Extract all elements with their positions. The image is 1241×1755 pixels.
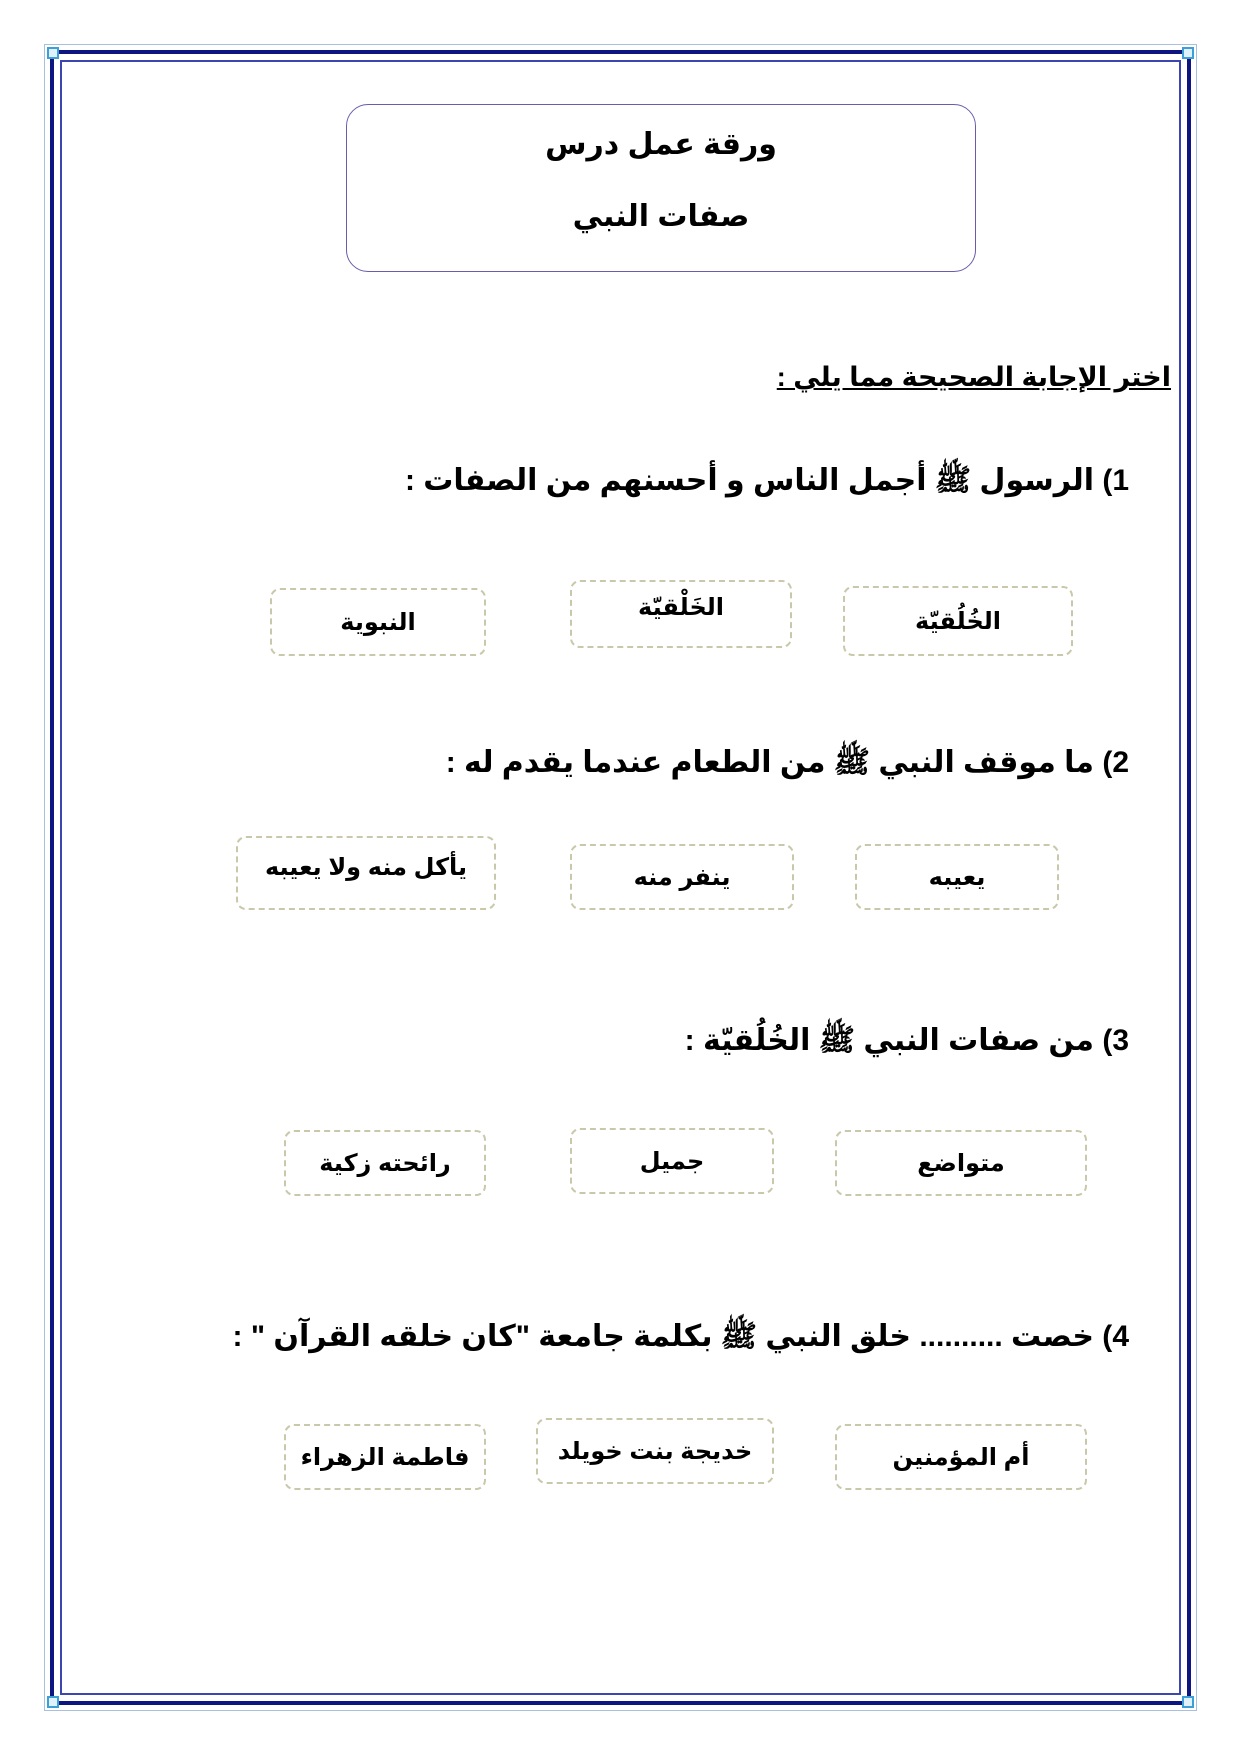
q2-option-3[interactable]: يأكل منه ولا يعيبه [236,836,496,910]
q4-option-2[interactable]: خديجة بنت خويلد [536,1418,774,1484]
title-box [346,104,976,272]
question-4: 4) خصت .......... خلق النبي ﷺ بكلمة جامعة "كان خلقه القرآن " : [232,1320,1129,1353]
border-corner-bottom-left [47,1696,59,1708]
border-corner-top-left [47,47,59,59]
q2-option-1[interactable]: يعيبه [855,844,1059,910]
q3-option-3[interactable]: رائحته زكية [284,1130,486,1196]
q4-option-1[interactable]: أم المؤمنين [835,1424,1087,1490]
q2-option-2[interactable]: ينفر منه [570,844,794,910]
q1-option-2[interactable]: الخَلْقيّة [570,580,792,648]
q3-option-2[interactable]: جميل [570,1128,774,1194]
question-2: 2) ما موقف النبي ﷺ من الطعام عندما يقدم له : [445,746,1129,779]
worksheet-title: ورقة عمل درس [545,128,777,161]
question-3: 3) من صفات النبي ﷺ الخُلُقيّة : [684,1024,1129,1057]
instruction-heading: اختر الإجابة الصحيحة مما يلي : [776,362,1171,392]
q4-option-3[interactable]: فاطمة الزهراء [284,1424,486,1490]
q3-option-1[interactable]: متواضع [835,1130,1087,1196]
question-1: 1) الرسول ﷺ أجمل الناس و أحسنهم من الصفات : [404,464,1129,497]
border-corner-top-right [1182,47,1194,59]
lesson-title: صفات النبي [572,200,750,233]
q1-option-1[interactable]: الخُلُقيّة [843,586,1073,656]
q1-option-3[interactable]: النبوية [270,588,486,656]
border-corner-bottom-right [1182,1696,1194,1708]
